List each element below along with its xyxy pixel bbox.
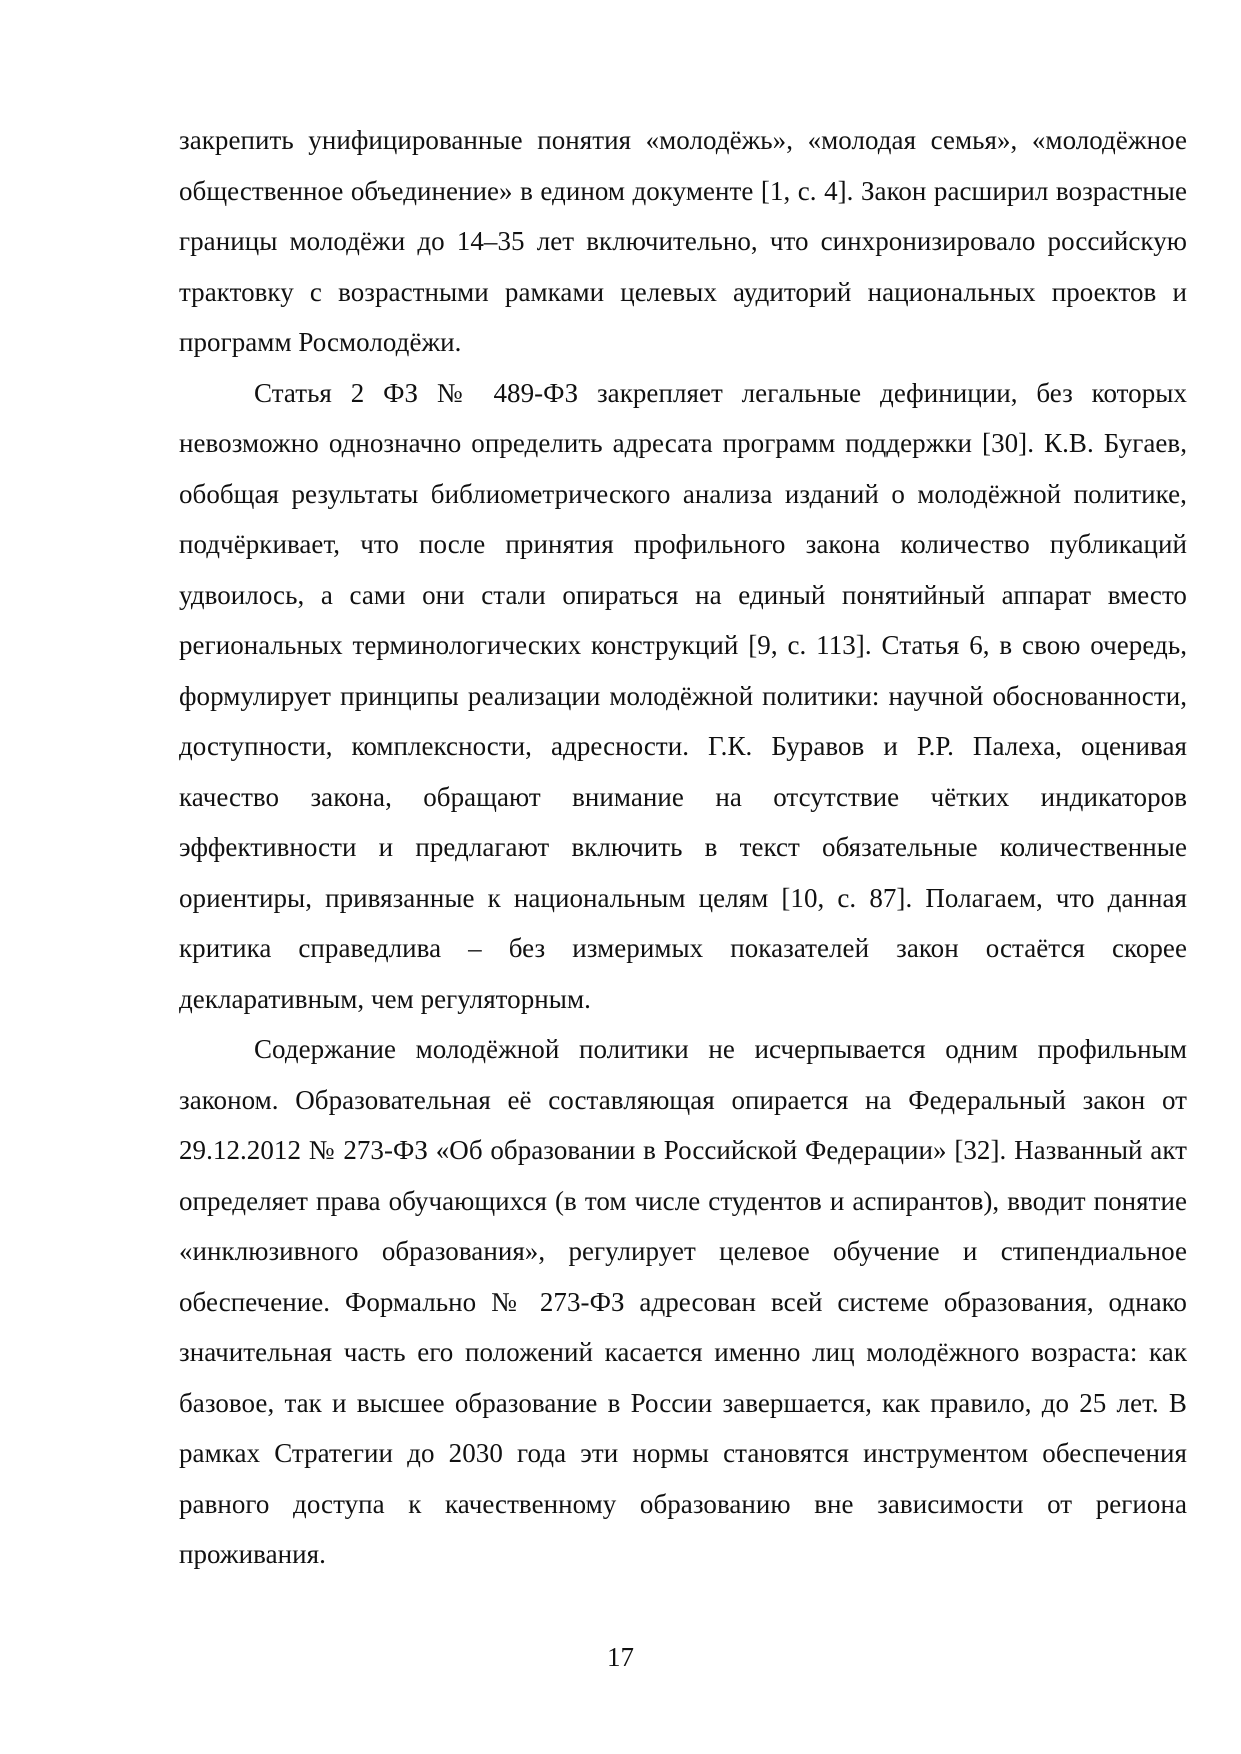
document-body bbox=[179, 115, 1187, 1580]
paragraph-continuation: закрепить унифицированные понятия «молодёжь», «молодая семья», «молодёжное общественное объединение» в едином документе [1, с. 4]. Закон расширил возрастные границы молодёжи до 14–35 лет включительно, что синхронизировало российскую трактовку с возрастными рамками целевых аудиторий национальных проектов и программ Росмолодёжи. bbox=[179, 125, 1187, 357]
paragraph-education-law: Содержание молодёжной политики не исчерпывается одним профильным законом. Образовательная её составляющая опирается на Федеральный закон от 29.12.2012 № 273-ФЗ «Об образовании в Российской Федерации» [32]. Названный акт определяет права обучающихся (в том числе студентов и аспирантов), вводит понятие «инклюзивного образования», регулирует целевое обучение и стипендиальное обеспечение. Формально № 273-ФЗ адресован всей системе образования, однако значительная часть его положений касается именно лиц молодёжного возраста: как базовое, так и высшее образование в России завершается, как правило, до 25 лет. В рамках Стратегии до 2030 года эти нормы становятся инструментом обеспечения равного доступа к качественному образованию вне зависимости от региона проживания. bbox=[179, 1034, 1187, 1569]
paragraph-article-2: Статья 2 ФЗ № 489-ФЗ закрепляет легальные дефиниции, без которых невозможно однозначно определить адресата программ поддержки [30]. К.В. Бугаев, обобщая результаты библиометрического анализа изданий о молодёжной политике, подчёркивает, что после принятия профильного закона количество публикаций удвоилось, а сами они стали опираться на единый понятийный аппарат вместо региональных терминологических конструкций [9, с. 113]. Статья 6, в свою очередь, формулирует принципы реализации молодёжной политики: научной обоснованности, доступности, комплексности, адресности. Г.К. Буравов и Р.Р. Палеха, оценивая качество закона, обращают внимание на отсутствие чётких индикаторов эффективности и предлагают включить в текст обязательные количественные ориентиры, привязанные к национальным целям [10, с. 87]. Полагаем, что данная критика справедлива – без измеримых показателей закон остаётся скорее декларативным, чем регуляторным. bbox=[179, 377, 1187, 1014]
page-number: 17 bbox=[607, 1642, 634, 1672]
